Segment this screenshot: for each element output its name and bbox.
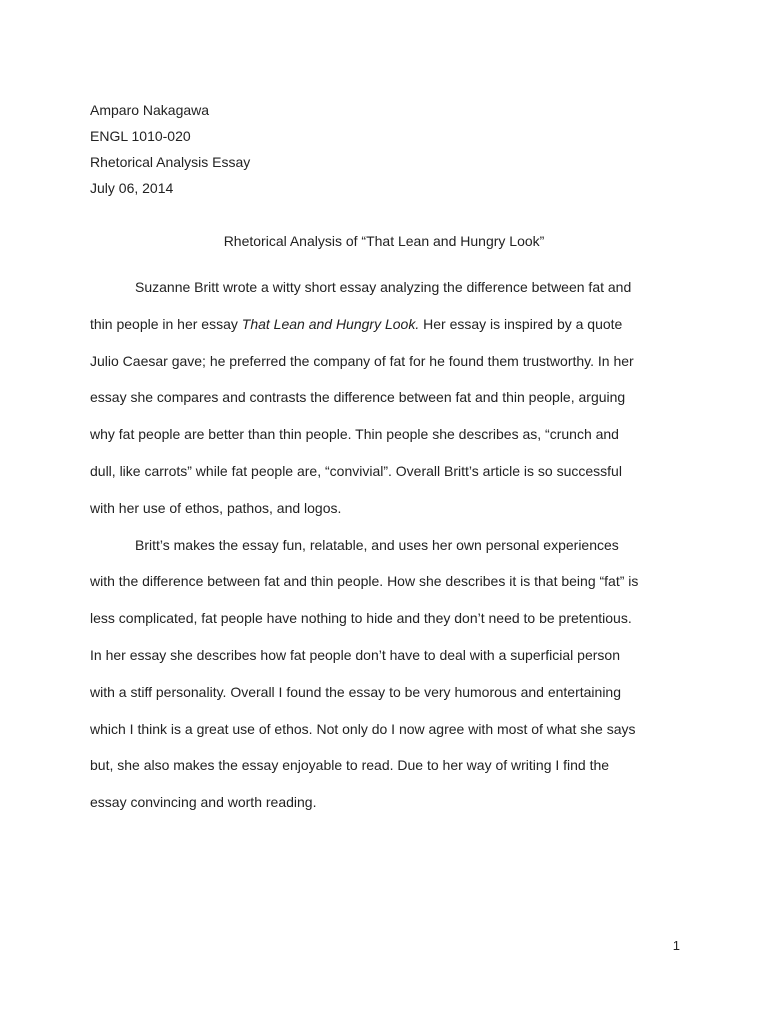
essay-body <box>90 275 690 827</box>
paragraph-2-line-4: In her essay she describes how fat people don’t have to deal with a superficial person <box>90 646 620 663</box>
essay-title: Rhetorical Analysis of “That Lean and Hungry Look” <box>223 233 545 249</box>
page-number: 1 <box>672 938 680 953</box>
italic-essay-title: That Lean and Hungry Look. <box>241 315 420 332</box>
paragraph-1-line-6: dull, like carrots” while fat people are, “convivial”. Overall Britt’s article is so successful <box>90 462 622 479</box>
author-name: Amparo Nakagawa <box>90 102 210 118</box>
paragraph-1-line-3: Julio Caesar gave; he preferred the company of fat for he found them trustworthy. In her <box>90 352 634 369</box>
paragraph-1-line-1: Suzanne Britt wrote a witty short essay analyzing the difference between fat and <box>135 279 632 295</box>
paragraph-2-line-7: but, she also makes the essay enjoyable to read. Due to her way of writing I find the <box>90 757 610 774</box>
paragraph-1-line-5: why fat people are better than thin people. Thin people she describes as, “crunch and <box>90 426 619 443</box>
assignment-name: Rhetorical Analysis Essay <box>90 154 251 170</box>
course-code: ENGL 1010-020 <box>90 128 191 144</box>
essay-header <box>90 97 690 201</box>
paragraph-2-line-1: Britt’s makes the essay fun, relatable, and uses her own personal experiences <box>135 536 619 553</box>
paragraph-1-line-4: essay she compares and contrasts the difference between fat and thin people, arguing <box>90 389 626 406</box>
paragraph-2-line-2: with the difference between fat and thin people. How she describes it is that being “fat” is <box>90 573 639 590</box>
paragraph-1-line-7: with her use of ethos, pathos, and logos. <box>90 499 342 516</box>
paragraph-2-line-6: which I think is a great use of ethos. Not only do I now agree with most of what she says <box>90 720 636 737</box>
paragraph-2-line-8: essay convincing and worth reading. <box>90 794 317 811</box>
paragraph-1-line-2: thin people in her essay That Lean and Hungry Look. Her essay is inspired by a quote <box>90 315 623 332</box>
paragraph-2-line-5: with a stiff personality. Overall I found the essay to be very humorous and entertaining <box>90 683 621 700</box>
essay-date: July 06, 2014 <box>90 180 174 196</box>
paragraph-2-line-3: less complicated, fat people have nothing to hide and they don’t need to be pretentious. <box>90 610 632 627</box>
